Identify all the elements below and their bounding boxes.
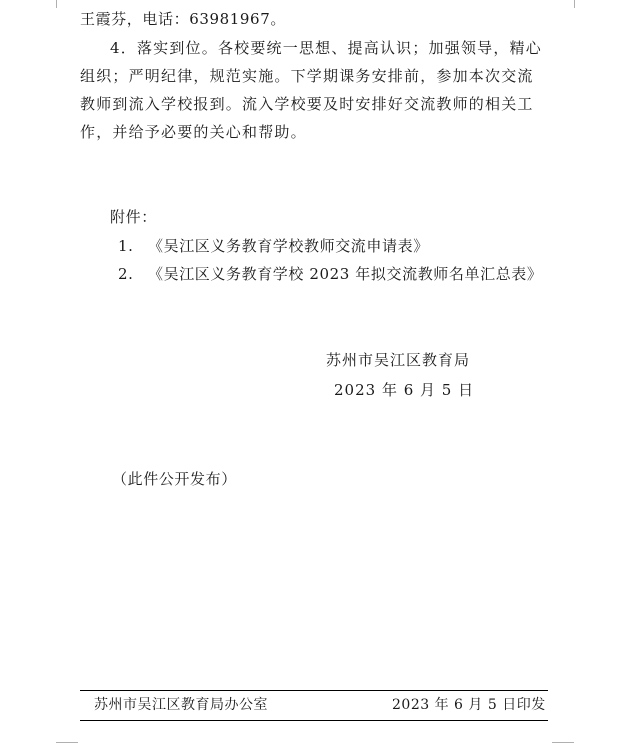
footer-top-rule: [80, 690, 548, 691]
attachment-number: 2.: [118, 265, 134, 283]
attachments-heading: 附件：: [110, 208, 157, 226]
para4-line-4: 作，并给予必要的关心和帮助。: [80, 123, 307, 141]
crop-mark-bottom-right: [552, 742, 574, 743]
signature-date: 2023 年 6 月 5 日: [334, 381, 475, 399]
signature-org: 苏州市吴江区教育局: [326, 351, 471, 369]
crop-mark-bottom-left: [56, 742, 78, 743]
crop-mark-top-right: [574, 0, 575, 8]
attachment-title: 《吴江区义务教育学校教师交流申请表》: [148, 237, 429, 255]
disclosure-note: （此件公开发布）: [112, 470, 237, 488]
contact-line: 王霞芬，电话：63981967。: [80, 10, 286, 28]
attachment-title: 《吴江区义务教育学校 2023 年拟交流教师名单汇总表》: [148, 265, 543, 283]
footer-print-date: 2023 年 6 月 5 日印发: [392, 697, 546, 713]
attachment-item-2[interactable]: [118, 264, 543, 284]
para4-line-2: 组织；严明纪律，规范实施。下学期课务安排前，参加本次交流: [80, 67, 534, 85]
footer-bottom-rule: [80, 720, 548, 721]
crop-mark-top-left: [56, 0, 57, 8]
para4-line-3: 教师到流入学校报到。流入学校要及时安排好交流教师的相关工: [80, 95, 534, 113]
para4-line-1: 4．落实到位。各校要统一思想、提高认识；加强领导，精心: [110, 39, 542, 57]
footer-office: 苏州市吴江区教育局办公室: [94, 697, 268, 713]
attachment-item-1[interactable]: [118, 236, 429, 256]
attachment-number: 1.: [118, 237, 134, 255]
